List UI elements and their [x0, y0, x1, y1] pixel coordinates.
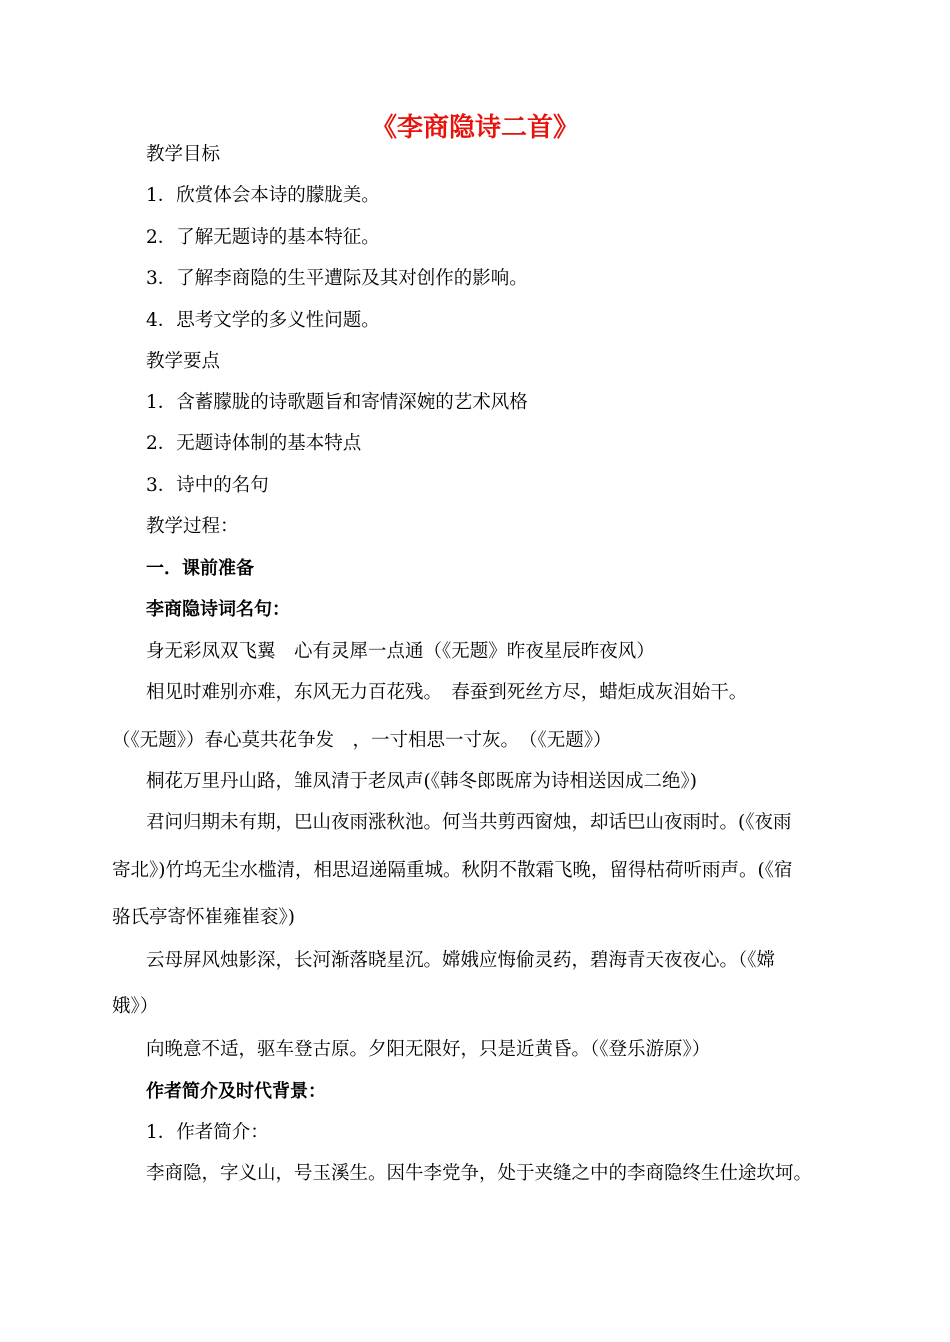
- paragraph-line: （《无题》）春心莫共花争发 ，一寸相思一寸灰。 （《无题》）: [112, 730, 612, 751]
- paragraph-line: 娥》）: [112, 996, 159, 1017]
- section-preparation: 一．课前准备: [146, 558, 254, 579]
- author-intro-heading: 1．作者简介：: [146, 1122, 269, 1143]
- paragraph-line: 云母屏风烛影深，长河渐落晓星沉。嫦娥应悔偷灵药，碧海青天夜夜心。（《嫦: [146, 950, 776, 971]
- goal-item-4: 4．思考文学的多义性问题。: [146, 310, 380, 331]
- goal-item-1: 1．欣赏体会本诗的朦胧美。: [146, 185, 380, 206]
- paragraph-line: 李商隐，字义山，号玉溪生。因牛李党争，处于夹缝之中的李商隐终生仕途坎坷。: [146, 1163, 813, 1184]
- goal-item-2: 2．了解无题诗的基本特征。: [146, 227, 380, 248]
- heading-teaching-goals: 教学目标: [146, 144, 221, 165]
- goal-item-3: 3．了解李商隐的生平遭际及其对创作的影响。: [146, 268, 528, 289]
- paragraph-line: 身无彩凤双飞翼 心有灵犀一点通（《无题》昨夜星辰昨夜风）: [146, 641, 655, 662]
- paragraph-line: 桐花万里丹山路，雏凤清于老凤声(《韩冬郎既席为诗相送因成二绝》): [146, 771, 697, 792]
- paragraph-line: 向晚意不适，驱车登古原。夕阳无限好，只是近黄昏。（《登乐游原》）: [146, 1039, 711, 1060]
- key-point-1: 1．含蓄朦胧的诗歌题旨和寄情深婉的艺术风格: [146, 392, 528, 413]
- heading-author-background: 作者简介及时代背景：: [146, 1081, 326, 1102]
- heading-famous-lines: 李商隐诗词名句：: [146, 599, 290, 620]
- heading-key-points: 教学要点: [146, 351, 221, 372]
- key-point-2: 2．无题诗体制的基本特点: [146, 433, 362, 454]
- paragraph-line: 骆氏亭寄怀崔雍崔衮》): [112, 907, 295, 928]
- paragraph-line: 相见时难别亦难，东风无力百花残。 春蚕到死丝方尽，蜡炬成灰泪始干。: [146, 682, 748, 703]
- paragraph-line: 寄北》)竹坞无尘水槛清，相思迢递隔重城。秋阴不散霜飞晚，留得枯荷听雨声。(《宿: [112, 860, 793, 881]
- key-point-3: 3．诗中的名句: [146, 475, 269, 496]
- document-title: 《李商隐诗二首》: [370, 113, 579, 143]
- paragraph-line: 君问归期未有期，巴山夜雨涨秋池。何当共剪西窗烛，却话巴山夜雨时。(《夜雨: [146, 812, 792, 833]
- heading-teaching-process: 教学过程：: [146, 516, 239, 537]
